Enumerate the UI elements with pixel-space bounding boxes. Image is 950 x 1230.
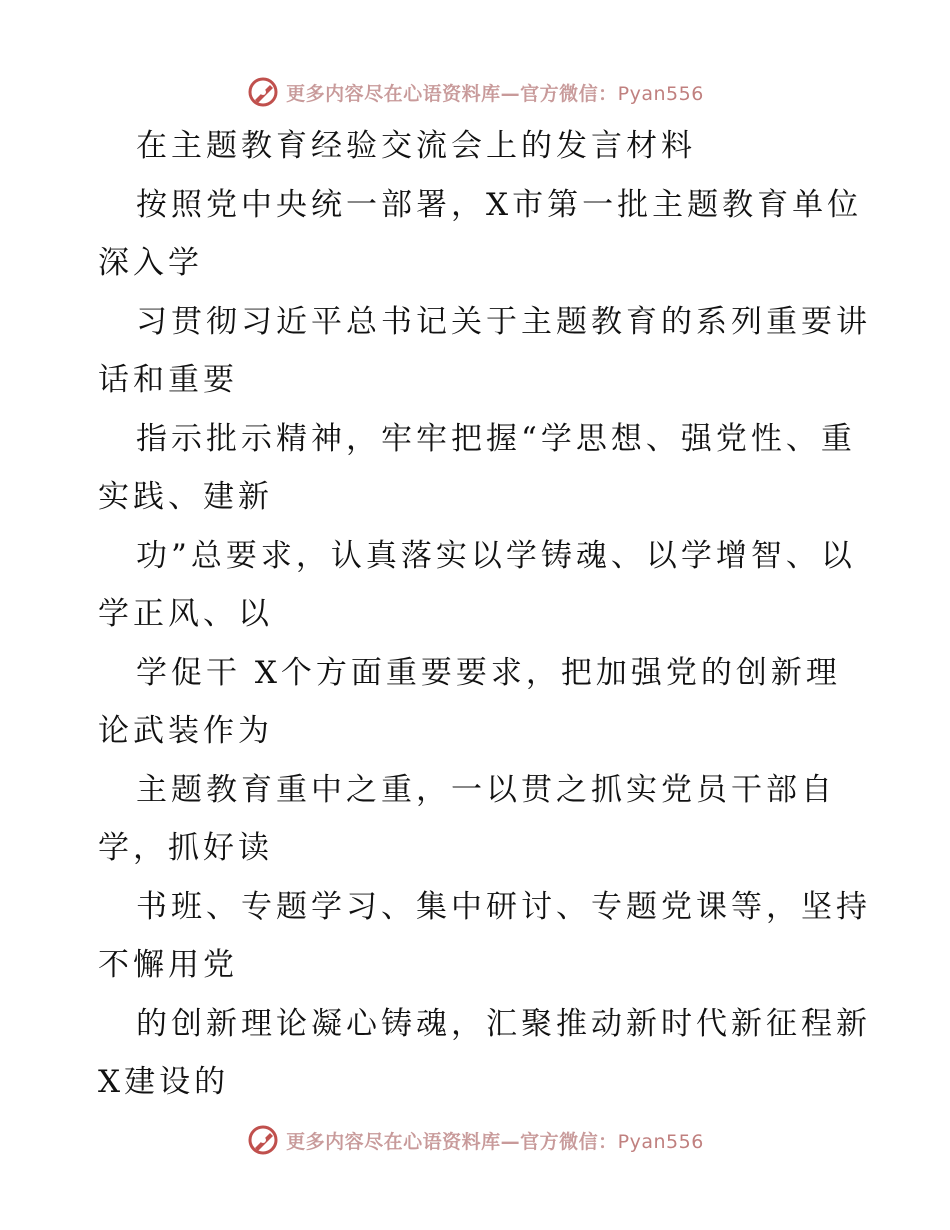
text-line: 的创新理论凝心铸魂，汇聚推动新时代新征程新 — [136, 1005, 871, 1042]
pen-logo-icon — [246, 1123, 280, 1157]
text-line: 习贯彻习近平总书记关于主题教育的系列重要讲 — [136, 303, 871, 340]
text-line: 在主题教育经验交流会上的发言材料 — [136, 128, 696, 164]
text-line: 实践、建新 — [98, 479, 273, 515]
watermark-text: 更多内容尽在心语资料库—官方微信：Pyan556 — [286, 82, 704, 105]
text-line: 话和重要 — [98, 362, 238, 398]
text-line: X建设的 — [98, 1064, 230, 1100]
text-line: 功”总要求，认真落实以学铸魂、以学增智、以 — [136, 537, 856, 574]
text-line: 指示批示精神，牢牢把握“学思想、强党性、重 — [136, 420, 856, 457]
text-line: 论武装作为 — [98, 713, 273, 749]
header-watermark — [0, 72, 950, 112]
text-line: 学，抓好读 — [98, 830, 273, 866]
text-line: 学促干 X个方面重要要求，把加强党的创新理 — [136, 654, 841, 691]
text-line: 按照党中央统一部署，X市第一批主题教育单位 — [136, 186, 863, 223]
watermark-text: 更多内容尽在心语资料库—官方微信：Pyan556 — [286, 1130, 704, 1153]
pen-logo-icon — [246, 75, 280, 109]
text-line: 主题教育重中之重，一以贯之抓实党员干部自 — [136, 771, 836, 808]
text-line: 学正风、以 — [98, 596, 273, 632]
text-line: 书班、专题学习、集中研讨、专题党课等，坚持 — [136, 888, 871, 925]
text-line: 深入学 — [98, 245, 203, 281]
footer-watermark — [0, 1120, 950, 1160]
text-line: 不懈用党 — [98, 947, 238, 983]
